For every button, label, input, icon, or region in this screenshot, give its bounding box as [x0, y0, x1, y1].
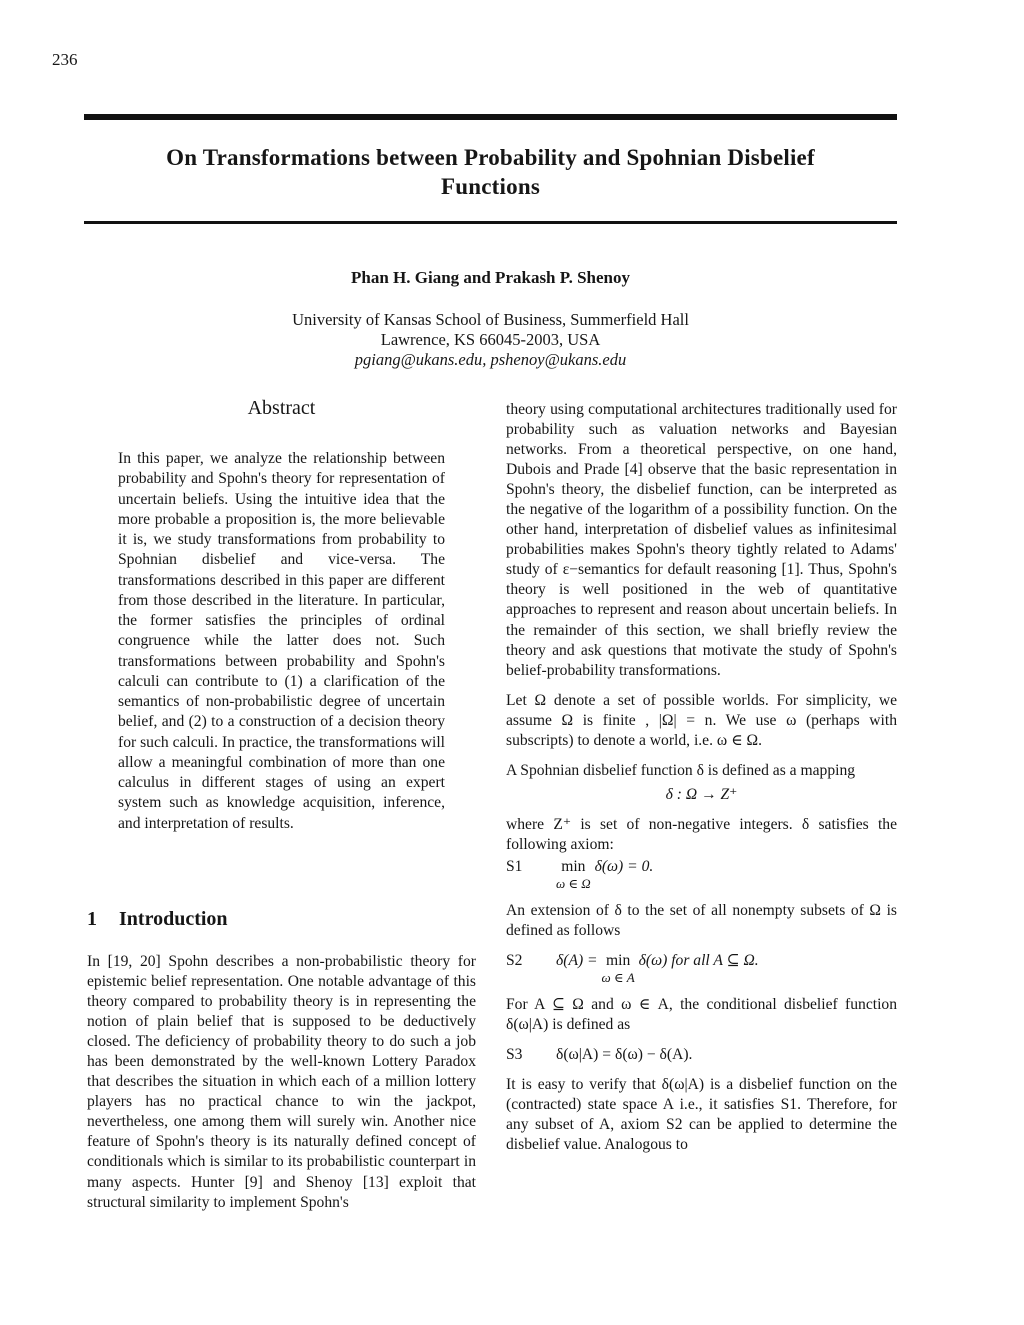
axiom-s1-body [556, 857, 653, 891]
paragraph-conditional: For A ⊆ Ω and ω ∈ A, the conditional disbelief function δ(ω|A) is defined as [506, 996, 897, 1034]
paragraph-disbelief-definition: A Spohnian disbelief function δ is defined as a mapping [506, 761, 856, 779]
author-emails: pgiang@ukans.edu, pshenoy@ukans.edu [354, 350, 627, 369]
paragraph-extension: An extension of δ to the set of all nonempty subsets of Ω is defined as follows [506, 902, 897, 940]
axiom-s3 [506, 1045, 897, 1065]
abstract-text: In this paper, we analyze the relationship between probability and Spohn's theory for representation of uncertain beliefs. Using the intuitive idea that the more probable a proposition is, the more believable it is, we study transformations from probability to Spohnian disbelief and vice-versa. The transformations described in this paper are different from those described in the literature. In particular, the former satisfies the principles of ordinal congruence while the latter does not. Such transformations between probability and Spohn's calculi can contribute to (1) a clarification of the semantics of non-probabilistic degree of uncertain belief, and (2) to a construction of a decision theory for such calculi. In practice, the transformations will allow a meaningful combination of more than one calculus in different stages of using an expert system such as knowledge acquisition, inference, and interpretation of results. [118, 450, 445, 832]
axiom-s3-expression: δ(ω|A) = δ(ω) − δ(A). [556, 1046, 693, 1064]
section-title: Introduction [119, 908, 228, 930]
right-column [506, 400, 897, 1156]
paper-title-line-1: On Transformations between Probability and Spohnian Disbelief [166, 145, 815, 170]
axiom-s2-min-subscript: ω ∈ A [601, 970, 635, 986]
axiom-s1 [506, 857, 897, 891]
title-bottom-rule [84, 221, 897, 224]
axiom-s2-lhs: δ(A) = [556, 952, 598, 970]
axiom-s2-expression: δ(ω) for all A ⊆ Ω. [638, 952, 759, 970]
axiom-s2-min-operator: min [605, 952, 631, 970]
paper-title-line-2: Functions [441, 174, 540, 199]
axiom-s2-body [556, 951, 759, 985]
section-heading-introduction [87, 908, 228, 931]
equation-mapping: δ : Ω → Z⁺ [665, 785, 738, 803]
paragraph-spohn-theory: theory using computational architectures traditionally used for probability such as valuation networks and Bayesian networks. From a theoretical perspective, on one hand, Dubois and Prade [4] observe that the basic representation in Spohn's theory, the disbelief function, can be interpreted as the negative of the logarithm of a possibility function. On the other hand, interpretation of disbelief values as infinitesimal probabilities makes Spohn's theory tightly related to Adams' study of ε−semantics for default reasoning [1]. Thus, Spohn's theory is well positioned in the web of quantitative approaches to represent and reason about uncertain beliefs. In the remainder of this section, we shall briefly review the theory and ask questions that motivate the study of Spohn's belief-probability transformations. [506, 401, 897, 679]
page-number: 236 [52, 50, 78, 69]
author-names: Phan H. Giang and Prakash P. Shenoy [350, 268, 630, 287]
axiom-s1-min-subscript: ω ∈ Ω [556, 876, 591, 892]
axiom-s2-min [602, 951, 635, 985]
introduction-text: In [19, 20] Spohn describes a non-probabilistic theory for epistemic belief representation. One notable advantage of this theory compared to probability theory is in representing the notion of plain belief that is supposed to be deductively closed. The deficiency of probability theory to do such a job has been demonstrated by the well-known Lottery Paradox that describes the situation in which each of a million lottery players has no practical chance to win the jackpot, nevertheless, one among them will surely win. Another nice feature of Spohn's theory is its naturally defined concept of conditionals which is similar to its probabilistic counterpart in many aspects. Hunter [9] and Shenoy [13] exploit that structural similarity to implement Spohn's [87, 953, 476, 1211]
affiliation-line-2: Lawrence, KS 66045-2003, USA [380, 330, 601, 349]
abstract-heading: Abstract [247, 397, 316, 419]
axiom-s1-label: S1 [506, 857, 523, 875]
paragraph-verification: It is easy to verify that δ(ω|A) is a disbelief function on the (contracted) state space A i.e., it satisfies S1. Therefore, for any subset of A, axiom S2 can be applied to determine the disbelief value. Analogous to [506, 1076, 897, 1154]
paper-title [84, 143, 897, 201]
paragraph-axiom-intro: where Z⁺ is set of non-negative integers. δ satisfies the following axiom: [506, 815, 897, 853]
axiom-s2 [506, 951, 897, 985]
axiom-s2-label: S2 [506, 952, 523, 970]
title-top-rule [84, 114, 897, 120]
author-affiliation [84, 310, 897, 370]
axiom-s1-min-operator: min [561, 857, 586, 875]
paragraph-possible-worlds: Let Ω denote a set of possible worlds. For simplicity, we assume Ω is finite , |Ω| = n. We use ω (perhaps with subscripts) to denote a world, i.e. ω ∈ Ω. [506, 691, 897, 749]
section-number: 1 [87, 908, 97, 930]
axiom-s1-min [556, 857, 591, 891]
axiom-s1-expression: δ(ω) = 0. [594, 857, 654, 875]
axiom-s3-label: S3 [506, 1046, 523, 1064]
affiliation-line-1: University of Kansas School of Business, Summerfield Hall [292, 310, 689, 329]
